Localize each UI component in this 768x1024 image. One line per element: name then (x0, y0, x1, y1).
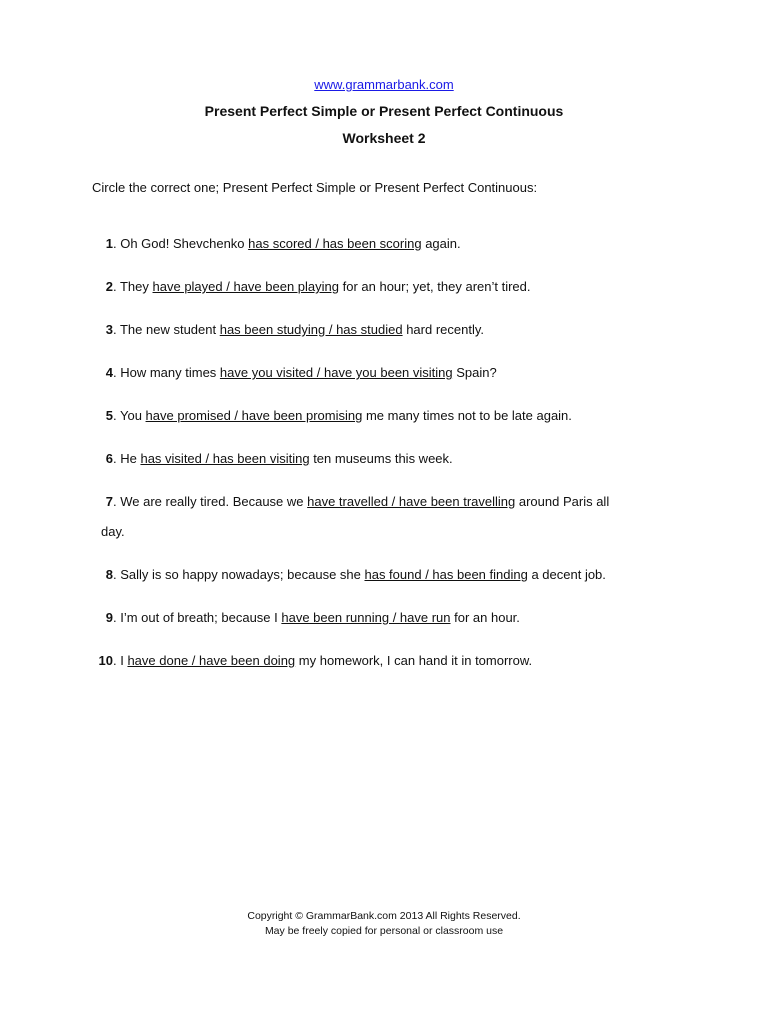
question-7 (92, 487, 672, 547)
question-text-before: . Oh God! Shevchenko (113, 236, 249, 251)
footer (0, 909, 768, 939)
copyright-text: Copyright © GrammarBank.com 2013 All Rights Reserved. (247, 910, 521, 922)
question-text-before: . I (113, 653, 128, 668)
question-text-after: again. (421, 236, 461, 251)
question-text-after: for an hour. (450, 610, 520, 625)
question-text-before: . Sally is so happy nowadays; because she (113, 567, 365, 582)
question-number: 9 (105, 610, 113, 625)
question-number: 6 (105, 451, 113, 466)
answer-choice[interactable]: has visited / has been visiting (140, 451, 310, 466)
answer-choice[interactable]: has found / has been finding (364, 567, 528, 582)
question-10 (92, 646, 672, 676)
answer-choice[interactable]: has been studying / has studied (219, 322, 403, 337)
question-number: 5 (105, 408, 113, 423)
question-text-after: me many times not to be late again. (362, 408, 572, 423)
question-text-before: . I’m out of breath; because I (113, 610, 282, 625)
answer-choice[interactable]: has scored / has been scoring (248, 236, 422, 251)
question-text-after: hard recently. (402, 322, 484, 337)
question-number: 7 (105, 494, 113, 509)
question-8 (92, 560, 672, 590)
question-number: 8 (105, 567, 113, 582)
question-text-before: . The new student (113, 322, 220, 337)
question-text-before: . We are really tired. Because we (113, 494, 308, 509)
answer-choice[interactable]: have travelled / have been travelling (307, 494, 516, 509)
answer-choice[interactable]: have promised / have been promising (145, 408, 363, 423)
question-list (92, 229, 672, 689)
question-text-after: around Paris all (515, 494, 610, 509)
question-number: 10 (98, 653, 113, 668)
question-number: 4 (105, 365, 113, 380)
question-text-before: . He (113, 451, 141, 466)
question-text-after: for an hour; yet, they aren’t tired. (339, 279, 531, 294)
question-number: 2 (105, 279, 113, 294)
question-5 (92, 401, 672, 431)
site-link[interactable]: www.grammarbank.com (314, 77, 454, 92)
question-4 (92, 358, 672, 388)
usage-note: May be freely copied for personal or classroom use (264, 925, 504, 937)
answer-choice[interactable]: have you visited / have you been visiting (219, 365, 453, 380)
question-text-after: a decent job. (527, 567, 606, 582)
question-text-after: my homework, I can hand it in tomorrow. (295, 653, 533, 668)
answer-choice[interactable]: have done / have been doing (127, 653, 296, 668)
question-6 (92, 444, 672, 474)
question-9 (92, 603, 672, 633)
question-number: 3 (105, 322, 113, 337)
answer-choice[interactable]: have been running / have run (281, 610, 451, 625)
question-text-before: . How many times (113, 365, 220, 380)
question-number: 1 (105, 236, 113, 251)
question-3 (92, 315, 672, 345)
question-text-continuation: day. (101, 524, 125, 539)
question-1 (92, 229, 672, 259)
page-title: Present Perfect Simple or Present Perfect Continuous (204, 103, 564, 119)
question-text-after: ten museums this week. (309, 451, 453, 466)
page-subtitle: Worksheet 2 (342, 130, 426, 146)
question-text-before: . They (113, 279, 153, 294)
question-2 (92, 272, 672, 302)
question-text-after: Spain? (452, 365, 497, 380)
instructions: Circle the correct one; Present Perfect Simple or Present Perfect Continuous: (92, 180, 538, 195)
question-text-before: . You (113, 408, 146, 423)
answer-choice[interactable]: have played / have been playing (152, 279, 339, 294)
